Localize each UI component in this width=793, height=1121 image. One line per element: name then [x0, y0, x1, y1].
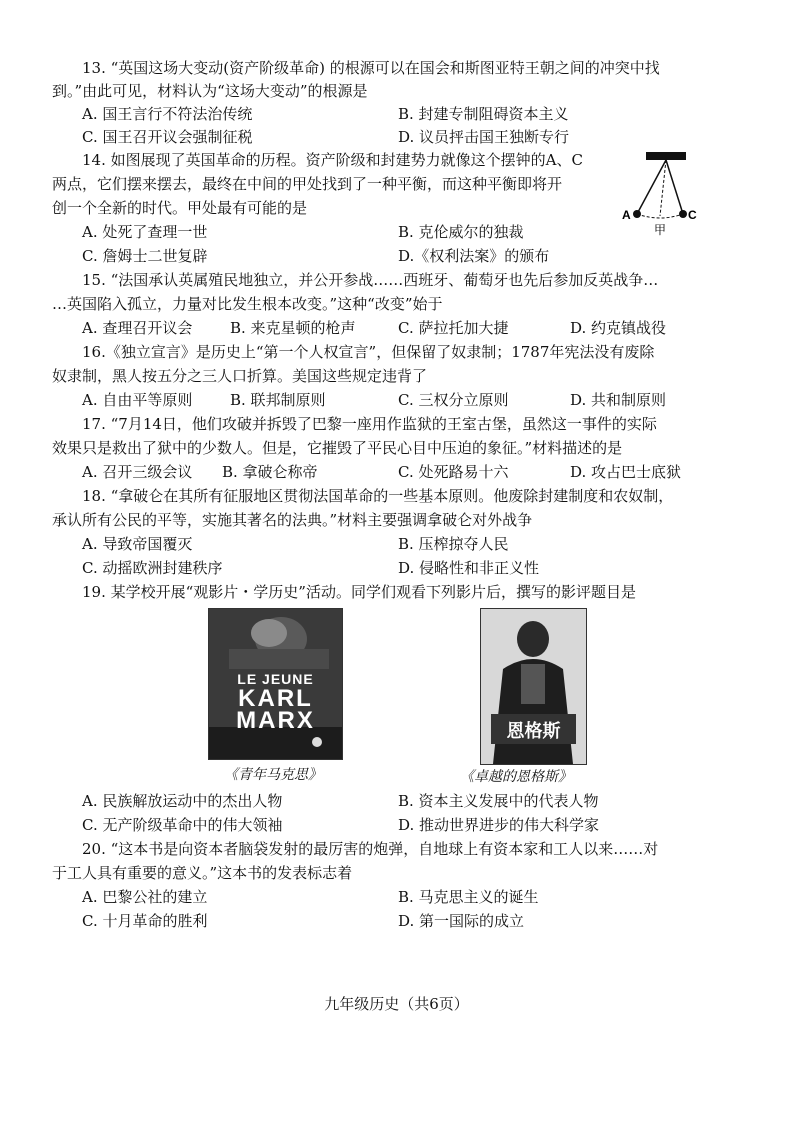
- pendulum-string-a: [637, 160, 666, 214]
- q14-stem-line1: 14. 如图展现了英国革命的历程。资产阶级和封建势力就像这个摆钟的A、C: [82, 151, 583, 169]
- poster-young-karl-marx: [208, 608, 343, 760]
- q17-option-b: B. 拿破仑称帝: [222, 463, 318, 481]
- poster1-caption: 《青年马克思》: [224, 767, 322, 783]
- pendulum-label-a: A: [622, 208, 631, 222]
- q14-option-b: B. 克伦威尔的独裁: [398, 223, 524, 241]
- page-footer: 九年级历史（共6页）: [324, 995, 469, 1013]
- q20-option-b: B. 马克思主义的诞生: [398, 888, 539, 906]
- q17-option-a: A. 召开三级会议: [82, 463, 193, 481]
- q13-stem-line1: 13. “英国这场大变动(资产阶级革命) 的根源可以在国会和斯图亚特王朝之间的冲突中找: [82, 59, 660, 77]
- q15-option-b: B. 来克星顿的枪声: [230, 319, 356, 337]
- q15-stem-line2: …英国陷入孤立，力量对比发生根本改变。”这种“改变”始于: [52, 295, 443, 313]
- q17-option-c: C. 处死路易十六: [398, 463, 509, 481]
- q20-option-a: A. 巴黎公社的建立: [82, 888, 208, 906]
- q15-option-d: D. 约克镇战役: [570, 319, 667, 337]
- poster1-title-line2: KARL: [238, 685, 313, 712]
- q16-option-a: A. 自由平等原则: [82, 391, 193, 409]
- q19-option-c: C. 无产阶级革命中的伟大领袖: [82, 816, 283, 834]
- q19-stem-line1: 19. 某学校开展“观影片・学历史”活动。同学们观看下列影片后，撰写的影评题目是: [82, 583, 636, 601]
- q19-option-b: B. 资本主义发展中的代表人物: [398, 792, 599, 810]
- q13-option-a: A. 国王言行不符法治传统: [82, 105, 253, 123]
- q18-option-c: C. 动摇欧洲封建秩序: [82, 559, 223, 577]
- pendulum-string-c: [666, 160, 683, 214]
- q20-stem-line2: 于工人具有重要的意义。”这本书的发表标志着: [52, 864, 353, 882]
- pendulum-top-bar: [646, 152, 686, 160]
- q15-option-a: A. 查理召开议会: [82, 319, 193, 337]
- pendulum-figure: [620, 150, 710, 236]
- poster2-title: 恩格斯: [506, 721, 561, 742]
- q13-option-c: C. 国王召开议会强制征税: [82, 128, 253, 146]
- pendulum-point-c: [679, 210, 687, 218]
- q13-option-d: D. 议员抨击国王独断专行: [398, 128, 570, 146]
- q18-option-d: D. 侵略性和非正义性: [398, 559, 540, 577]
- pendulum-point-a: [633, 210, 641, 218]
- q16-option-b: B. 联邦制原则: [230, 391, 326, 409]
- q18-option-b: B. 压榨掠夺人民: [398, 535, 509, 553]
- q14-option-d: D.《权利法案》的颁布: [398, 247, 550, 265]
- pendulum-label-jia: 甲: [654, 223, 667, 236]
- q16-stem-line1: 16.《独立宣言》是历史上“第一个人权宣言”，但保留了奴隶制；1787年宪法没有废除: [82, 343, 655, 361]
- pendulum-label-c: C: [688, 208, 697, 222]
- q14-stem-line2: 两点，它们摆来摆去，最终在中间的甲处找到了一种平衡，而这种平衡即将开: [52, 175, 563, 193]
- q17-stem-line1: 17. “7月14日，他们攻破并拆毁了巴黎一座用作监狱的王室古堡，虽然这一事件的实际: [82, 415, 657, 433]
- q18-stem-line2: 承认所有公民的平等，实施其著名的法典。”材料主要强调拿破仑对外战争: [52, 511, 533, 529]
- q17-stem-line2: 效果只是救出了狱中的少数人。但是，它摧毁了平民心目中压迫的象征。”材料描述的是: [52, 439, 623, 457]
- q16-option-d: D. 共和制原则: [570, 391, 667, 409]
- poster-engels: [480, 608, 587, 765]
- q16-option-c: C. 三权分立原则: [398, 391, 509, 409]
- q15-option-c: C. 萨拉托加大捷: [398, 319, 509, 337]
- q16-stem-line2: 奴隶制，黑人按五分之三人口折算。美国这些规定违背了: [52, 367, 428, 385]
- poster1-title-line3: MARX: [236, 707, 315, 734]
- q13-stem-line2: 到。”由此可见，材料认为“这场大变动”的根源是: [52, 82, 368, 100]
- q20-option-c: C. 十月革命的胜利: [82, 912, 208, 930]
- q20-option-d: D. 第一国际的成立: [398, 912, 525, 930]
- q14-option-a: A. 处死了查理一世: [82, 223, 208, 241]
- q15-stem-line1: 15. “法国承认英属殖民地独立，并公开参战……西班牙、葡萄牙也先后参加反英战争…: [82, 271, 659, 289]
- q18-option-a: A. 导致帝国覆灭: [82, 535, 193, 553]
- q19-option-a: A. 民族解放运动中的杰出人物: [82, 792, 283, 810]
- q13-option-b: B. 封建专制阻碍资本主义: [398, 105, 569, 123]
- q14-stem-line3: 创一个全新的时代。甲处最有可能的是: [52, 199, 308, 217]
- poster2-caption: 《卓越的恩格斯》: [460, 769, 572, 785]
- q17-option-d: D. 攻占巴士底狱: [570, 463, 682, 481]
- q19-option-d: D. 推动世界进步的伟大科学家: [398, 816, 600, 834]
- q18-stem-line1: 18. “拿破仑在其所有征服地区贯彻法国革命的一些基本原则。他废除封建制度和农奴制，: [82, 487, 674, 505]
- q14-option-c: C. 詹姆士二世复辟: [82, 247, 208, 265]
- q20-stem-line1: 20. “这本书是向资本者脑袋发射的最厉害的炮弹，自地球上有资本家和工人以来……对: [82, 840, 659, 858]
- poster1-title-line1: LE JEUNE: [237, 671, 314, 687]
